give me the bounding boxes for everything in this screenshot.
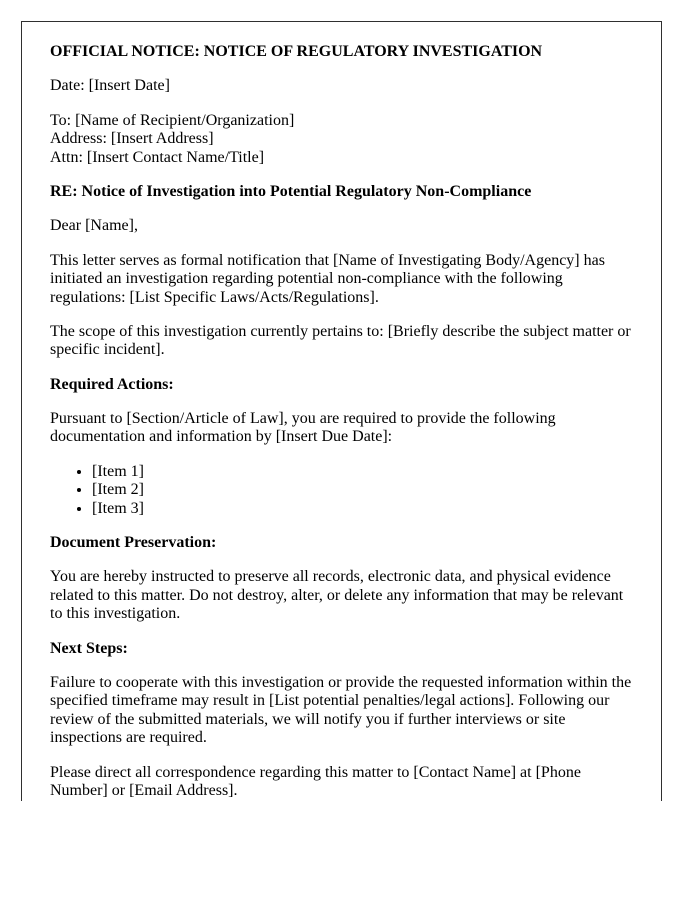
date-line: Date: [Insert Date] bbox=[50, 77, 170, 95]
recipient-attn-line: Attn: [Insert Contact Name/Title] bbox=[50, 148, 265, 166]
paragraph-scope: The scope of this investigation currently pertains to: [Briefly describe the subject matter or specific incident]. bbox=[50, 322, 631, 359]
heading-document-preservation: Document Preservation: bbox=[50, 534, 217, 552]
list-item: • [Item 1] bbox=[92, 463, 633, 481]
subject-line: RE: Notice of Investigation into Potential Regulatory Non-Compliance bbox=[50, 182, 532, 200]
paragraph-contact: Please direct all correspondence regarding this matter to [Contact Name] at [Phone Number] or [Email Address]. bbox=[50, 763, 581, 799]
paragraph-pursuant: Pursuant to [Section/Article of Law], you are required to provide the following documentation and information by [Insert Due Date]: bbox=[50, 410, 556, 446]
recipient-to-line: To: [Name of Recipient/Organization] bbox=[50, 111, 295, 129]
list-item: • [Item 2] bbox=[92, 481, 633, 499]
list-item: • [Item 3] bbox=[92, 500, 633, 518]
recipient-block bbox=[50, 112, 633, 167]
heading-required-actions: Required Actions: bbox=[50, 375, 174, 393]
salutation: Dear [Name], bbox=[50, 217, 138, 235]
paragraph-preservation: You are hereby instructed to preserve all records, electronic data, and physical evidence related to this matter. Do not destroy, alter, or delete any information that may be relevant to this investigation. bbox=[50, 568, 624, 623]
letter-container bbox=[21, 21, 662, 801]
paragraph-failure: Failure to cooperate with this investigation or provide the requested information within the specified timeframe may result in [List potential penalties/legal actions]. Following our review of the submitted materials, we will notify you if further interviews or site inspections are required. bbox=[50, 673, 632, 747]
paragraph-notification: This letter serves as formal notification that [Name of Investigating Body/Agency] has initiated an investigation regarding potential non-compliance with the following regulations: [List Specific Laws/Acts/Regulations]. bbox=[50, 251, 605, 306]
letter-title: OFFICIAL NOTICE: NOTICE OF REGULATORY INVESTIGATION bbox=[50, 43, 543, 60]
recipient-address-line: Address: [Insert Address] bbox=[50, 130, 214, 148]
required-items-list bbox=[50, 463, 633, 518]
heading-next-steps: Next Steps: bbox=[50, 639, 128, 657]
